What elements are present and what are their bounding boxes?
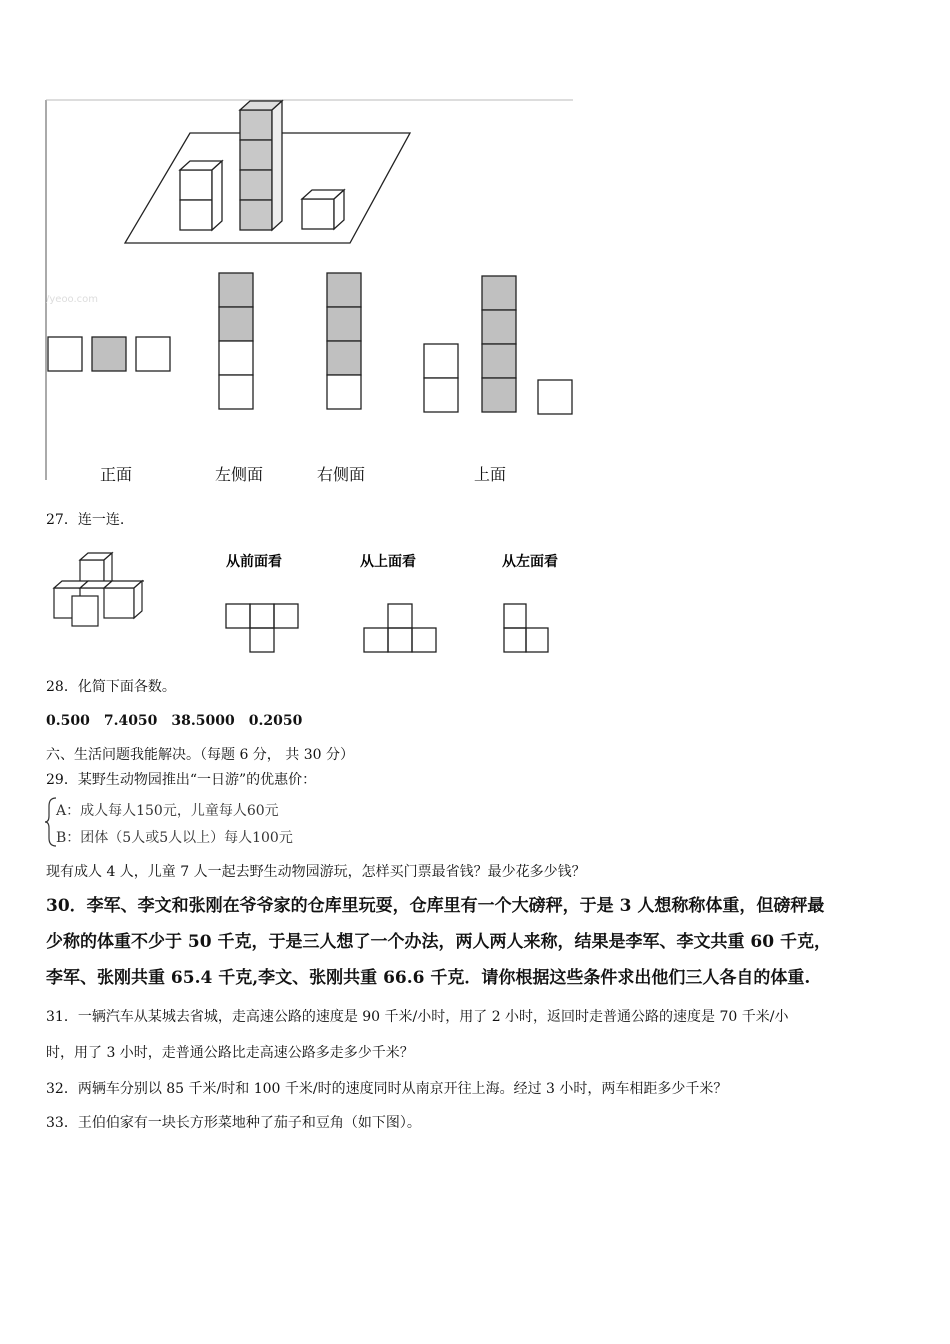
- right-side-view-shape: [327, 273, 361, 409]
- label-top: 上面: [474, 465, 507, 484]
- q29-option-a: A：成人每人150元，儿童每人60元: [56, 803, 279, 819]
- inverted-t-shape-view: [364, 604, 436, 652]
- left-side-view-shape: [219, 273, 253, 409]
- label-left-side: 左侧面: [215, 465, 264, 484]
- q29-title: 29．某野生动物园推出“一日游”的优惠价：: [46, 772, 317, 788]
- view-label-left: 从左面看: [502, 554, 558, 570]
- q27-title: 27．连一连.: [46, 512, 125, 528]
- q30-line2: 少称的体重不少于 50 千克，于是三人想了一个办法，两人两人来称，结果是李军、李文共重 60 千克，: [46, 932, 831, 952]
- q28-title: 28．化简下面各数。: [46, 679, 176, 695]
- front-view-shape: [48, 337, 170, 371]
- q30-line1: 30．李军、李文和张刚在爷爷家的仓库里玩耍，仓库里有一个大磅秤，于是 3 人想称称体重，但磅秤最: [46, 896, 825, 916]
- q29-option-b: B：团体（5人或5人以上）每人100元: [56, 830, 293, 846]
- view-label-front: 从前面看: [226, 554, 282, 570]
- label-front: 正面: [100, 465, 133, 484]
- q32-text: 32．两辆车分别以 85 千米/时和 100 千米/时的速度同时从南京开往上海。经过 3 小时，两车相距多少千米？: [46, 1081, 728, 1097]
- section6-title: 六、生活问题我能解决。（每题 6 分， 共 30 分）: [46, 747, 354, 763]
- middle-cube-stack: [240, 101, 282, 230]
- q29-question: 现有成人 4 人，儿童 7 人一起去野生动物园游玩，怎样买门票最省钱？最少花多少钱？: [46, 864, 586, 880]
- q28-numbers: 0.500 7.4050 38.5000 0.2050: [46, 713, 303, 729]
- left-cube-stack: [180, 161, 222, 230]
- t-shape-view: [226, 604, 298, 652]
- view-label-top: 从上面看: [360, 554, 416, 570]
- label-right-side: 右侧面: [317, 465, 366, 484]
- block-cluster-shape: [54, 553, 146, 626]
- q31-line1: 31．一辆汽车从某城去省城，走高速公路的速度是 90 千米/小时，用了 2 小时，返回时走普通公路的速度是 70 千米/小: [46, 1009, 789, 1025]
- q27-figure: [40, 540, 580, 670]
- right-cube: [302, 190, 344, 229]
- q31-line2: 时，用了 3 小时，走普通公路比走高速公路多走多少千米？: [46, 1045, 414, 1061]
- watermark-text: /yeoo.com: [46, 294, 99, 305]
- top-view-shape: [424, 276, 572, 414]
- l-shape-view: [504, 604, 548, 652]
- q33-text: 33．王伯伯家有一块长方形菜地种了茄子和豆角（如下图）。: [46, 1115, 421, 1131]
- cube-views-figure: [40, 95, 580, 490]
- q30-line3: 李军、张刚共重 65.4 千克,李文、张刚共重 66.6 千克．请你根据这些条件求出他们三人各自的体重.: [46, 968, 811, 988]
